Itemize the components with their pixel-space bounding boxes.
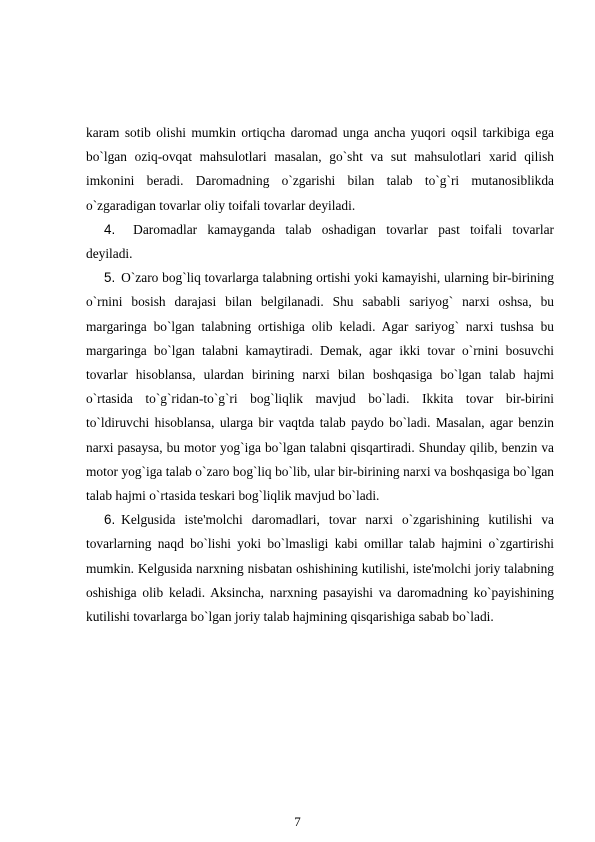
- paragraph-text: Kelgusida iste'molchi daromadlari, tovar narxi o`zgarishining kutilishi va tovarlarning naqd bo`lishi yoki bo`lmasligi kabi omillar talab hajmini o`zgartirishi mumkin. Kelgusida narxning nisbatan oshishining kutilishi, iste'molchi joriy talabning oshishiga olib keladi. Aksincha, narxning pasayishi va daromadning ko`payishining kutilishi tovarlarga bo`lgan joriy talab hajmining qisqarishiga sabab bo`ladi.: [86, 512, 554, 625]
- item-number: 5.: [104, 270, 116, 286]
- item-number: 4.: [104, 221, 116, 237]
- paragraph-continuation: karam sotib olishi mumkin ortiqcha daromad unga ancha yuqori oqsil tarkibiga ega bo`lgan oziq-ovqat mahsulotlari masalan, go`sht va sut mahsulotlari xarid qilish imkonini beradi. Daromadning o`zgarishi bilan talab to`g`ri mutanosiblikda o`zgaradigan tovarlar oliy toifali tovarlar deyiladi.: [86, 125, 554, 213]
- paragraph-text: O`zaro bog`liq tovarlarga talabning ortishi yoki kamayishi, ularning bir-birining o`rnini bosish darajasi bilan belgilanadi. Shu sababli sariyog` narxi oshsa, bu margaringa bo`lgan talabning ortishiga olib keladi. Agar sariyog` narxi tushsa bu margaringa bo`lgan talabni kamaytiradi. Demak, agar ikki tovar o`rnini bosuvchi tovarlar hisoblansa, ulardan birining narxi bilan boshqasiga bo`lgan talab hajmi o`rtasida to`g`ridan-to`g`ri bog`liqlik mavjud bo`ladi. Ikkita tovar bir-birini to`ldiruvchi hisoblansa, ularga bir vaqtda talab paydo bo`ladi. Masalan, agar benzin narxi pasaysa, bu motor yog`iga bo`lgan talabni qisqartiradi. Shunday qilib, benzin va motor yog`iga talab o`zaro bog`liq bo`lib, ular bir-birining narxi va boshqasiga bo`lgan talab hajmi o`rtasida teskari bog`liqlik mavjud bo`ladi.: [86, 270, 554, 504]
- item-number: 6.: [104, 512, 116, 528]
- paragraph-4: [86, 218, 554, 266]
- document-body: [86, 121, 554, 629]
- page-number: 7: [294, 814, 301, 829]
- paragraph-text: Daromadlar kamayganda talab oshadigan tovarlar past toifali tovarlar deyiladi.: [86, 221, 554, 262]
- paragraph-6: [86, 508, 554, 629]
- paragraph-5: [86, 266, 554, 508]
